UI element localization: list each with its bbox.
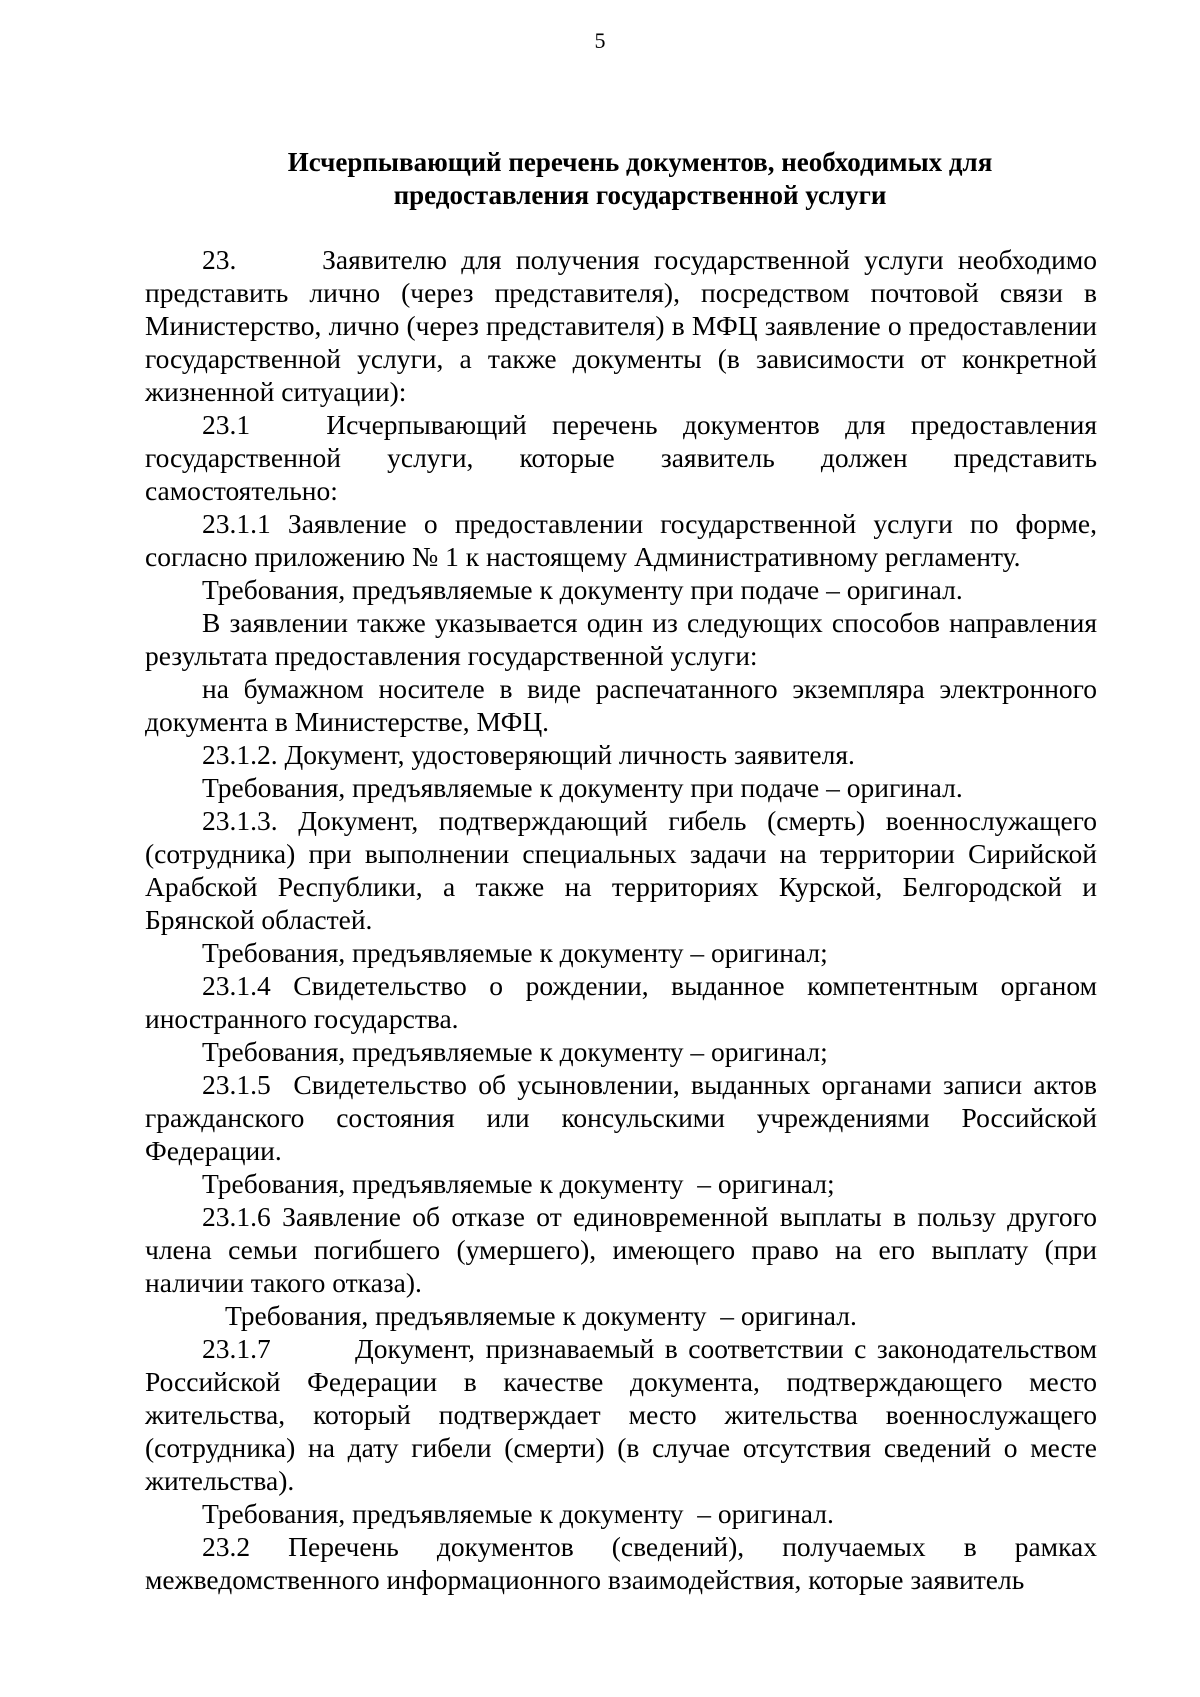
paragraph-23-1-4: 23.1.4 Свидетельство о рождении, выданное компетентным органом иностранного государства. <box>145 970 1097 1034</box>
section-heading-line-2: предоставления государственной услуги <box>393 180 887 210</box>
paragraph-23-1-1: 23.1.1 Заявление о предоставлении государственной услуги по форме, согласно приложению № 1 к настоящему Административному регламенту. <box>145 508 1097 572</box>
paragraph-23-1: 23.1 Исчерпывающий перечень документов для предоставления государственной услуги, которые заявитель должен представить самостоятельно: <box>145 409 1097 506</box>
paragraph-paper-option: на бумажном носителе в виде распечатанного экземпляра электронного документа в Министерстве, МФЦ. <box>145 673 1097 737</box>
paragraph-23-1-3: 23.1.3. Документ, подтверждающий гибель (смерть) военнослужащего (сотрудника) при выполнении специальных задачи на территории Сирийской Арабской Республики, а также на территориях Курской, Белгородской и Брянской областей. <box>145 805 1097 935</box>
paragraph-23-1-7: 23.1.7 Документ, признаваемый в соответствии с законодательством Российской Федерации в качестве документа, подтверждающего место жительства, который подтверждает место жительства военнослужащего (сотрудника) на дату гибели (смерти) (в случае отсутствия сведений о месте жительства). <box>145 1333 1097 1496</box>
page-number: 5 <box>594 28 606 53</box>
requirement-text: Требования, предъявляемые к документу – оригинал. <box>202 1498 834 1529</box>
requirement-text: Требования, предъявляемые к документу – оригинал; <box>202 1036 828 1067</box>
document-body <box>145 243 1097 1596</box>
paragraph-delivery-method: В заявлении также указывается один из следующих способов направления результата предоставления государственной услуги: <box>145 607 1097 671</box>
paragraph-23-2: 23.2 Перечень документов (сведений), получаемых в рамках межведомственного информационного взаимодействия, которые заявитель <box>145 1531 1097 1595</box>
requirement-text: Требования, предъявляемые к документу – оригинал. <box>225 1300 857 1331</box>
requirement-text: Требования, предъявляемые к документу – оригинал; <box>202 1168 835 1199</box>
paragraph-23-1-2: 23.1.2. Документ, удостоверяющий личность заявителя. <box>202 739 855 770</box>
section-heading <box>260 146 1020 212</box>
section-heading-line-1: Исчерпывающий перечень документов, необходимых для <box>287 147 993 177</box>
paragraph-23-1-5: 23.1.5 Свидетельство об усыновлении, выданных органами записи актов гражданского состояния или консульскими учреждениями Российской Федерации. <box>145 1069 1097 1166</box>
paragraph-23-1-6: 23.1.6 Заявление об отказе от единовременной выплаты в пользу другого члена семьи погибшего (умершего), имеющего право на его выплату (при наличии такого отказа). <box>145 1201 1097 1298</box>
requirement-text: Требования, предъявляемые к документу при подаче – оригинал. <box>202 772 963 803</box>
paragraph-23: 23. Заявителю для получения государственной услуги необходимо представить лично (через представителя), посредством почтовой связи в Министерство, лично (через представителя) в МФЦ заявление о предоставлении государственной услуги, а также документы (в зависимости от конкретной жизненной ситуации): <box>145 244 1097 407</box>
requirement-text: Требования, предъявляемые к документу – оригинал; <box>202 937 828 968</box>
requirement-text: Требования, предъявляемые к документу при подаче – оригинал. <box>202 574 963 605</box>
